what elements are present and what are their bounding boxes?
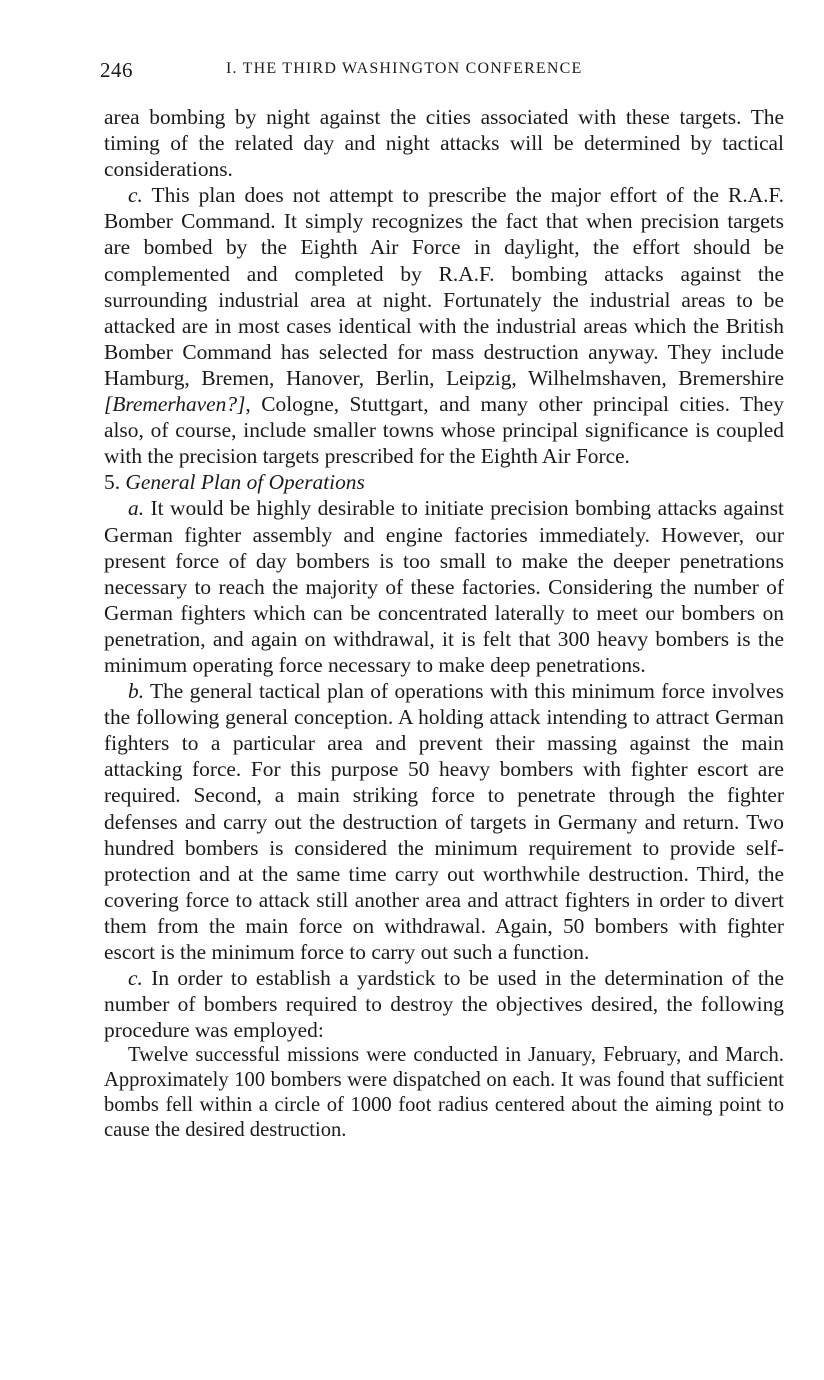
paragraph-5c-text: In order to establish a yardstick to be used in the determination of the number of bombers required to destroy the objectives desired, the following procedure was employed: xyxy=(104,966,784,1043)
editorial-bracket: [Bremerhaven?] xyxy=(104,392,246,417)
quoted-paragraph: Twelve successful missions were conducted in January, February, and March. Approximately 100 bombers were dispatched on each. It was found that sufficient bombs fell within a circle of 1000 foot radius centered about the aiming point to cause the desired destruction. xyxy=(104,1044,784,1142)
section-number: 5. xyxy=(104,470,126,495)
paragraph-5a-text: It would be highly desirable to initiate precision bombing attacks against German fighter assembly and engine factories immediately. However, our present force of day bombers is too small to make the deeper penetrations necessary to reach the majority of these factories. Considering the number of German fighters which can be concentrated laterally to meet our bombers on penetration, and again on withdrawal, it is felt that 300 heavy bombers is the minimum operating force necessary to make deep penetrations. xyxy=(104,496,784,677)
paragraph-c-text-after: , Cologne, Stuttgart, and many other principal cities. They also, of course, include smaller towns whose principal significance is coupled with the precision targets prescribed for the Eighth Air Force. xyxy=(104,392,784,469)
paragraph-5c xyxy=(104,965,784,1043)
page-number: 246 xyxy=(100,58,133,82)
body-text xyxy=(104,104,784,1143)
continuation-paragraph: area bombing by night against the cities associated with these targets. The timing of the related day and night attacks will be determined by tactical considerations. xyxy=(104,105,784,182)
paragraph-5b-marker: b. xyxy=(128,679,145,704)
section-heading xyxy=(104,469,784,495)
page-header xyxy=(100,58,784,88)
section-title: General Plan of Operations xyxy=(125,470,365,495)
paragraph-c xyxy=(104,182,784,469)
paragraph-5c-marker: c. xyxy=(128,966,143,991)
paragraph-5a-marker: a. xyxy=(128,496,145,521)
paragraph-c-marker: c. xyxy=(128,183,143,208)
paragraph-5b-text: The general tactical plan of operations with this minimum force involves the following general conception. A holding attack intending to attract German fighters to a particular area and prevent their massing against the main attacking force. For this purpose 50 heavy bombers with fighter escort are required. Second, a main striking force to penetrate through the fighter defenses and carry out the destruction of targets in Germany and return. Two hundred bombers is considered the minimum requirement to provide self-protection and at the same time carry out worthwhile destruction. Third, the covering force to attack still another area and attract fighters in order to divert them from the main force on withdrawal. Again, 50 bombers with fighter escort is the minimum force to carry out such a function. xyxy=(104,679,784,964)
paragraph-c-text-before: This plan does not attempt to prescribe the major effort of the R.A.F. Bomber Command. It simply recognizes the fact that when precision targets are bombed by the Eighth Air Force in daylight, the effort should be complemented and completed by R.A.F. bombing attacks against the surrounding industrial area at night. Fortunately the industrial areas to be attacked are in most cases identical with the industrial areas which the British Bomber Command has selected for mass destruction anyway. They include Hamburg, Bremen, Hanover, Berlin, Leipzig, Wilhelmshaven, Bremershire xyxy=(104,183,784,390)
running-head: I. THE THIRD WASHINGTON CONFERENCE xyxy=(226,60,583,77)
paragraph-5b xyxy=(104,678,784,965)
paragraph-5a xyxy=(104,495,784,678)
